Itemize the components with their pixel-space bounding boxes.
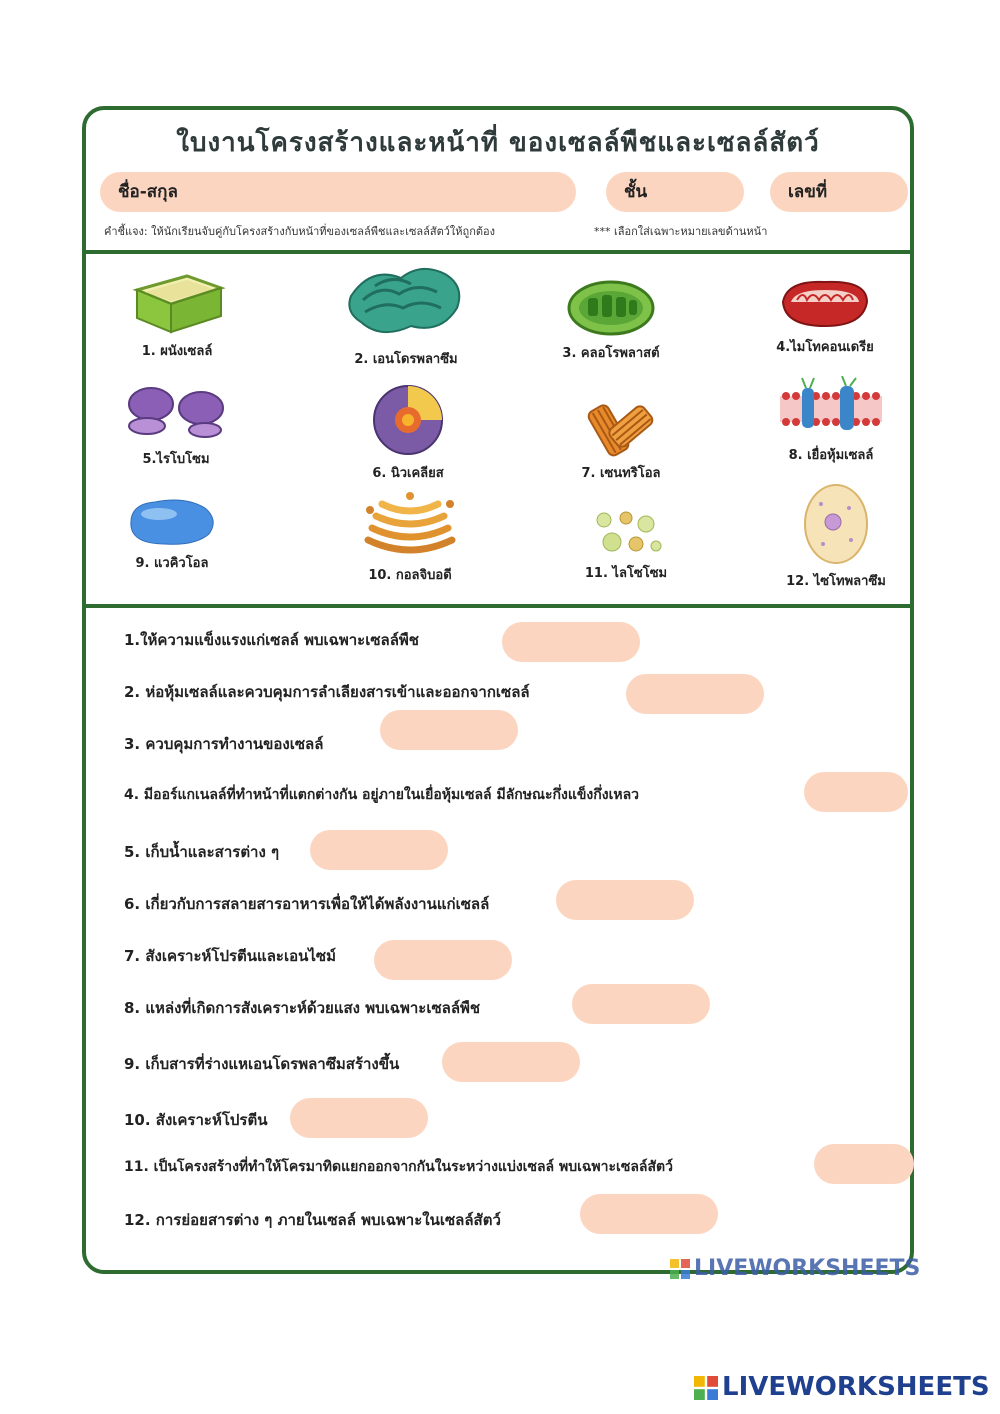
mitochondria-icon	[777, 276, 873, 332]
organelle-label: 6. นิวเคลียส	[372, 466, 444, 481]
question-9: 9. เก็บสารที่ร่างแหเอนโดรพลาซึมสร้างขึ้น	[124, 1055, 400, 1073]
name-field[interactable]	[100, 172, 576, 212]
question-5: 5. เก็บน้ำและสารต่าง ๆ	[124, 843, 280, 861]
instruction-note: *** เลือกใส่เฉพาะหมายเลขด้านหน้า	[594, 225, 768, 238]
organelle-label: 3. คลอโรพลาสต์	[562, 346, 660, 361]
chloroplast-icon	[566, 278, 656, 338]
question-11: 11. เป็นโครงสร้างที่ทำให้โครมาทิดแยกออกจากกันในระหว่างแบ่งเซลล์ พบเฉพาะเซลล์สัตว์	[124, 1159, 673, 1175]
worksheet-frame	[82, 106, 914, 1274]
organelle-cell-wall	[112, 270, 242, 361]
header-divider	[86, 250, 910, 254]
instruction-text: คำชี้แจง: ให้นักเรียนจับคู่กับโครงสร้างกับหน้าที่ของเซลล์พืชและเซลล์สัตว์ให้ถูกต้อง	[104, 225, 495, 238]
organelle-label: 10. กอลจิบอดี	[368, 568, 452, 583]
answer-box-11[interactable]	[814, 1144, 914, 1184]
nucleus-icon	[370, 382, 446, 458]
organelle-label: 7. เซนทริโอล	[581, 466, 661, 481]
answer-box-10[interactable]	[290, 1098, 428, 1138]
question-4: 4. มีออร์แกเนลล์ที่ทำหน้าที่แตกต่างกัน อยู่ภายในเยื่อหุ้มเซลล์ มีลักษณะกึ่งแข็งกึ่งเหลว	[124, 787, 640, 803]
brand-name-inner: LIVEWORKSHEETS	[694, 1256, 921, 1281]
cytoplasm-icon	[801, 482, 871, 566]
question-12: 12. การย่อยสารต่าง ๆ ภายในเซลล์ พบเฉพาะในเซลล์สัตว์	[124, 1211, 501, 1229]
page-title: ใบงานโครงสร้างและหน้าที่ ของเซลล์พืชและเซลล์สัตว์	[176, 128, 820, 158]
question-3: 3. ควบคุมการทำงานของเซลล์	[124, 735, 324, 753]
organelle-golgi-body	[342, 490, 478, 585]
liveworksheets-logo-icon	[670, 1259, 690, 1279]
organelle-chloroplast	[546, 278, 676, 363]
class-label: ชั้น	[624, 182, 648, 202]
golgi-body-icon	[360, 490, 460, 560]
brand-name-footer: LIVEWORKSHEETS	[722, 1372, 990, 1402]
question-6: 6. เกี่ยวกับการสลายสารอาหารเพื่อให้ได้พลังงานแก่เซลล์	[124, 895, 490, 913]
question-2: 2. ห่อหุ้มเซลล์และควบคุมการลำเลียงสารเข้าและออกจากเซลล์	[124, 683, 530, 701]
answer-box-6[interactable]	[556, 880, 694, 920]
number-field[interactable]	[770, 172, 908, 212]
organelle-vacuole	[106, 494, 238, 573]
endoplasmic-reticulum-icon	[341, 256, 471, 344]
answer-box-2[interactable]	[626, 674, 764, 714]
centriole-icon	[581, 386, 661, 458]
brand-mark-inner	[670, 1256, 920, 1281]
cell-wall-icon	[127, 270, 227, 336]
answer-box-5[interactable]	[310, 830, 448, 870]
class-field[interactable]	[606, 172, 744, 212]
organelle-label: 4.ไมโทคอนเดรีย	[776, 340, 874, 355]
answer-box-9[interactable]	[442, 1042, 580, 1082]
organelle-label: 1. ผนังเซลล์	[141, 344, 213, 359]
organelle-label: 2. เอนโดรพลาซึม	[354, 352, 458, 367]
organelle-cytoplasm	[766, 482, 906, 591]
organelle-label: 12. ไซโทพลาซึม	[786, 574, 886, 589]
organelle-label: 11. ไลโซโซม	[584, 566, 668, 581]
vacuole-icon	[125, 494, 219, 548]
ribosome-icon	[121, 382, 231, 444]
lysosome-icon	[586, 508, 666, 558]
organelle-nucleus	[348, 382, 468, 483]
name-label: ชื่อ-สกุล	[118, 182, 178, 202]
liveworksheets-logo-icon	[694, 1376, 718, 1400]
question-7: 7. สังเคราะห์โปรตีนและเอนไซม์	[124, 947, 336, 965]
organelle-label: 5.ไรโบโซม	[142, 452, 210, 467]
answer-box-4[interactable]	[804, 772, 908, 812]
organelle-endoplasmic-reticulum	[326, 256, 486, 369]
question-10: 10. สังเคราะห์โปรตีน	[124, 1111, 268, 1129]
cell-membrane-icon	[776, 376, 886, 440]
brand-mark-footer	[694, 1372, 990, 1402]
answer-box-7[interactable]	[374, 940, 512, 980]
organelle-label: 9. แวคิวโอล	[135, 556, 209, 571]
organelle-label: 8. เยื่อหุ้มเซลล์	[788, 448, 874, 463]
organelle-divider	[86, 604, 910, 608]
answer-box-1[interactable]	[502, 622, 640, 662]
answer-box-12[interactable]	[580, 1194, 718, 1234]
answer-box-8[interactable]	[572, 984, 710, 1024]
question-1: 1.ให้ความแข็งแรงแก่เซลล์ พบเฉพาะเซลล์พืช	[124, 631, 419, 649]
organelle-centriole	[556, 386, 686, 483]
answer-box-3[interactable]	[380, 710, 518, 750]
organelle-cell-membrane	[758, 376, 904, 465]
organelle-mitochondria	[750, 276, 900, 357]
organelle-lysosome	[564, 508, 688, 583]
number-label: เลขที่	[788, 182, 828, 202]
organelle-ribosome	[106, 382, 246, 469]
question-8: 8. แหล่งที่เกิดการสังเคราะห์ด้วยแสง พบเฉพาะเซลล์พืช	[124, 999, 481, 1017]
